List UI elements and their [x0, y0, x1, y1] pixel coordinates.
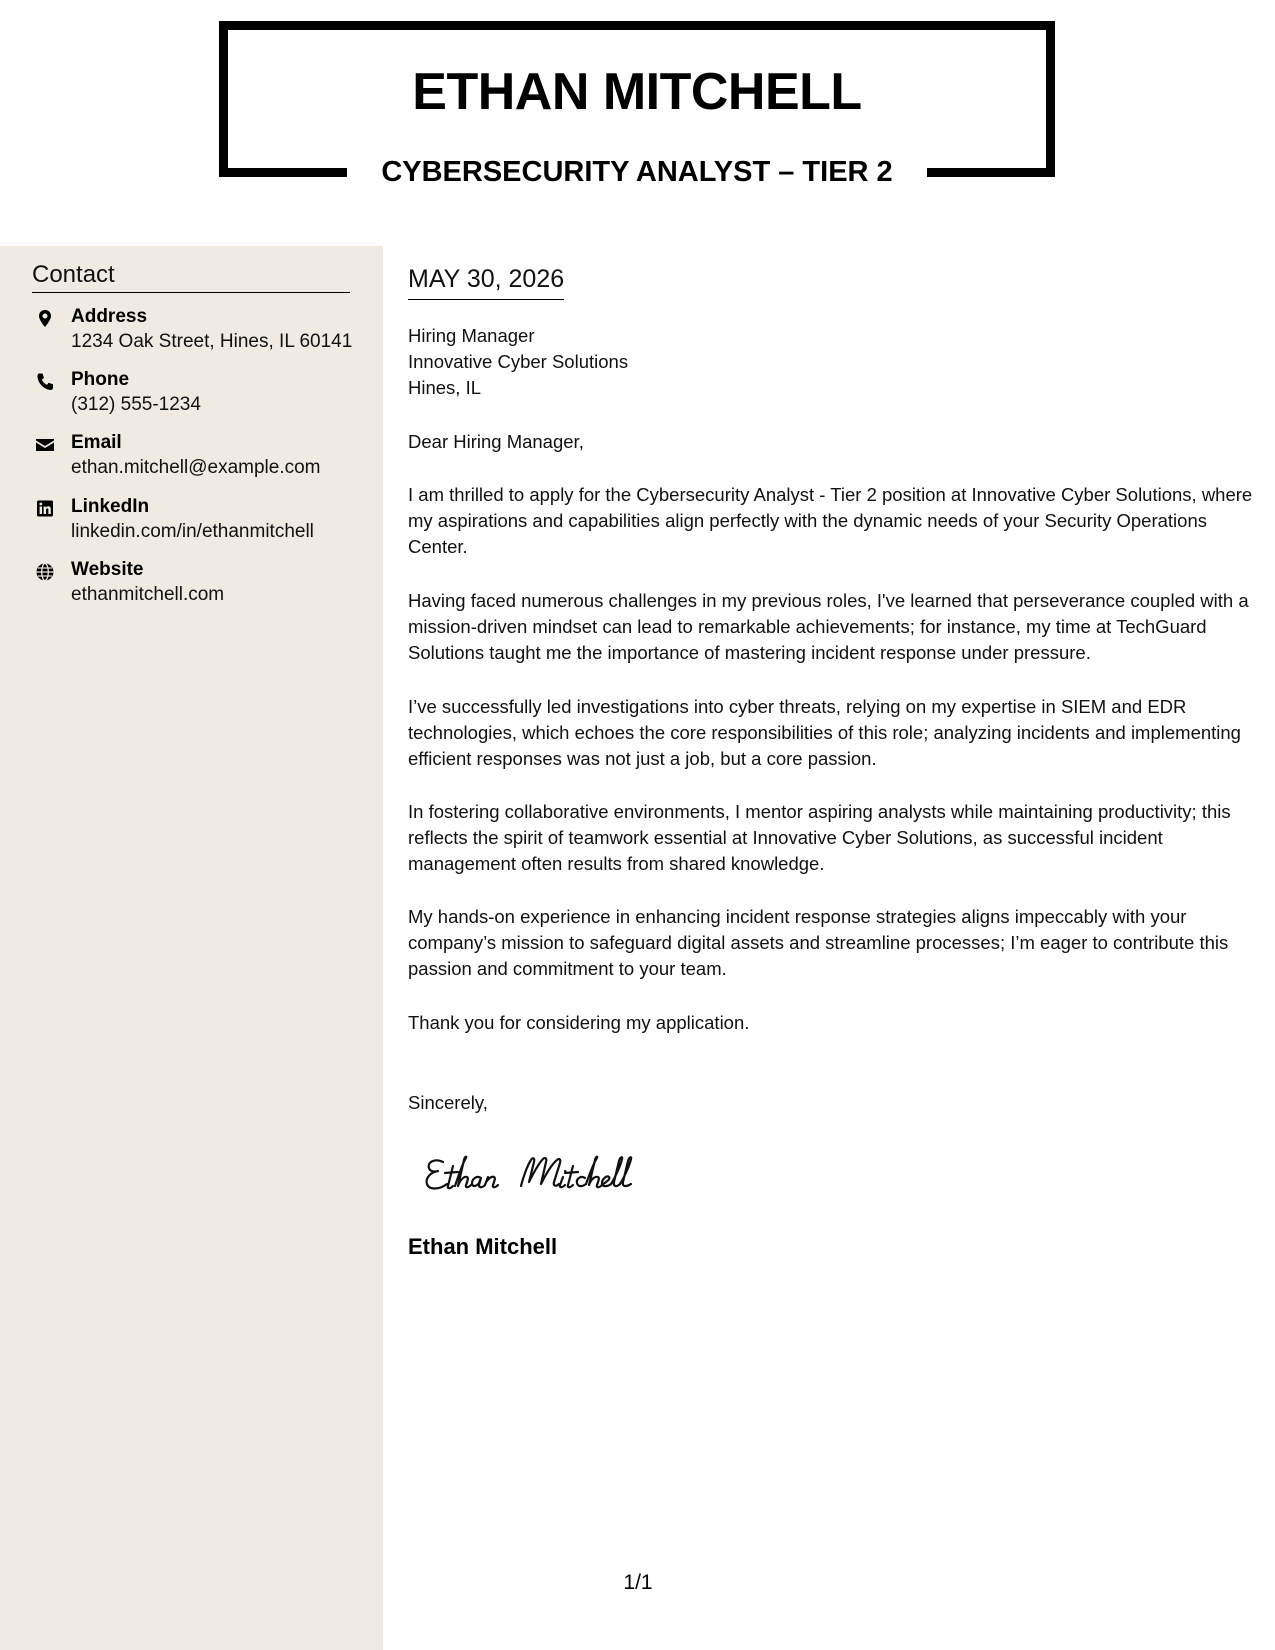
contact-label: Email: [71, 432, 122, 453]
recipient-block: [408, 323, 628, 401]
contact-label: LinkedIn: [71, 496, 150, 517]
letter-paragraph: I’ve successfully led investigations into cyber threats, relying on my expertise in SIEM and EDR technologies, which echoes the core responsibilities of this role; analyzing incidents and implementing efficient responses was not just a job, but a core passion.: [408, 696, 1241, 769]
contact-value: (312) 555-1234: [71, 394, 201, 415]
job-title: CYBERSECURITY ANALYST – TIER 2: [381, 156, 893, 188]
linkedin-icon: [34, 499, 56, 519]
page-number: 1/1: [623, 1571, 653, 1594]
contact-value: 1234 Oak Street, Hines, IL 60141: [71, 331, 353, 352]
letter-paragraph: My hands-on experience in enhancing incident response strategies aligns impeccably with your company’s mission to safeguard digital assets and streamline processes; I’m eager to contribute this passion and commitment to your team.: [408, 906, 1229, 979]
letter-paragraph: I am thrilled to apply for the Cybersecurity Analyst - Tier 2 position at Innovative Cyber Solutions, where my aspirations and capabilities align perfectly with the dynamic needs of your Security Operations Center.: [408, 484, 1253, 557]
contact-value: ethanmitchell.com: [71, 584, 225, 605]
letter-paragraph: Having faced numerous challenges in my previous roles, I've learned that perseverance coupled with a mission-driven mindset can lead to remarkable achievements; for instance, my time at TechGuard Solutions taught me the importance of mastering incident response under pressure.: [408, 590, 1249, 663]
letter-paragraph: In fostering collaborative environments, I mentor aspiring analysts while maintaining productivity; this reflects the spirit of teamwork essential at Innovative Cyber Solutions, as successful incident management often results from shared knowledge.: [408, 801, 1231, 874]
contact-heading: Contact: [32, 261, 350, 293]
contact-value: linkedin.com/in/ethanmitchell: [71, 521, 314, 542]
contact-label: Address: [71, 306, 148, 327]
recipient-line: Hines, IL: [408, 377, 482, 398]
letter-date: MAY 30, 2026: [408, 264, 564, 300]
closing: Sincerely,: [408, 1092, 488, 1113]
envelope-icon: [34, 435, 56, 455]
contact-value: ethan.mitchell@example.com: [71, 457, 321, 478]
salutation: Dear Hiring Manager,: [408, 431, 584, 452]
applicant-name: ETHAN MITCHELL: [412, 63, 862, 121]
letter-paragraph: Thank you for considering my application.: [408, 1012, 750, 1033]
phone-icon: [34, 372, 56, 392]
handwritten-signature: [421, 1148, 671, 1200]
contact-label: Website: [71, 559, 144, 580]
recipient-line: Innovative Cyber Solutions: [408, 351, 629, 372]
signer-name: Ethan Mitchell: [408, 1234, 558, 1259]
globe-icon: [34, 562, 56, 582]
contact-label: Phone: [71, 369, 130, 390]
map-pin-icon: [34, 309, 56, 329]
recipient-line: Hiring Manager: [408, 325, 535, 346]
